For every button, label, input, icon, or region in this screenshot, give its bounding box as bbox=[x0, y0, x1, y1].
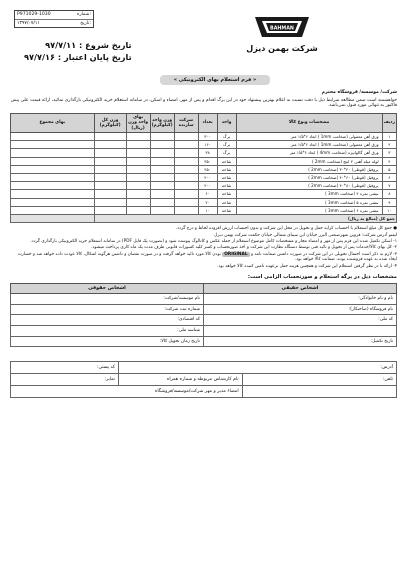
cell-spec: پروفیل (قوطی) ۴۰*۳۰ (ضخامت 2mm ) bbox=[236, 165, 382, 173]
cell-total-weight-input[interactable] bbox=[94, 165, 126, 173]
reference-box bbox=[14, 10, 94, 28]
table-row bbox=[11, 206, 397, 214]
cell-unit-weight-input[interactable] bbox=[150, 133, 174, 141]
cell-qty: ۱۶۰ bbox=[198, 141, 217, 149]
cell-spec: ورق آهن معمولی (ضخامت 1mm ) ابعاد ۶*۱/۵ متر bbox=[236, 133, 382, 141]
end-date: تاریخ پایان اعتبار : ۹۷/۷/۱۶ bbox=[24, 51, 132, 62]
col-spec: مشخصات ونوع کالا bbox=[236, 113, 382, 132]
cell-total-weight-input[interactable] bbox=[94, 174, 126, 182]
real-person-field[interactable]: کد ملی: bbox=[204, 315, 397, 326]
cell-total-price-input[interactable] bbox=[11, 133, 95, 141]
postal-code-field[interactable]: کد پستی: bbox=[11, 362, 119, 374]
cell-total-weight-input[interactable] bbox=[94, 182, 126, 190]
cell-qty: ۲۵۰ bbox=[198, 165, 217, 173]
terms-section bbox=[10, 226, 397, 270]
table-row bbox=[11, 157, 397, 165]
table-row bbox=[11, 304, 397, 315]
table-row bbox=[11, 315, 397, 326]
cell-unit: شاخه bbox=[217, 165, 236, 173]
intro-section bbox=[10, 90, 397, 109]
cell-total-weight-input[interactable] bbox=[94, 157, 126, 165]
cell-total-weight-input[interactable] bbox=[94, 206, 126, 214]
term-4: ۴- ارائه با در نظر گرفتن استعلام این شرکت و همچنین هزینه حمل برعهده تامین کننده کالا خواهد بود. bbox=[217, 263, 397, 269]
cell-total-weight-input[interactable] bbox=[94, 198, 126, 206]
legal-person-field[interactable]: شناسه ملی: bbox=[11, 325, 204, 336]
cell-total-price-input[interactable] bbox=[11, 149, 95, 157]
cell-spec: نبشی نمره ۵ (ضخامت 3mm ) bbox=[236, 198, 382, 206]
col-unit-price: بهای واحد وزن (ریال) bbox=[128, 114, 149, 131]
cell-unit-price-input[interactable] bbox=[126, 157, 150, 165]
cell-unit-weight-input[interactable] bbox=[150, 198, 174, 206]
real-person-field[interactable]: نام فروشگاه (صاحبکار): bbox=[204, 304, 397, 315]
blank-cell bbox=[242, 386, 396, 398]
cell-qty: ۲۰۰ bbox=[198, 174, 217, 182]
term-3 bbox=[10, 252, 397, 264]
cell-unit-weight-input[interactable] bbox=[150, 190, 174, 198]
cell-unit-price-input[interactable] bbox=[126, 198, 150, 206]
contact-table bbox=[10, 361, 397, 398]
intro-recipient: شرکت/ موسسه/ فروشگاه محترم bbox=[321, 90, 397, 95]
cell-qty: ۲۰۰ bbox=[198, 182, 217, 190]
table-row bbox=[11, 141, 397, 149]
table-row bbox=[11, 374, 397, 386]
term-1: ۱- اسکن تکمیل شده این فرم پس از مهر و امضاء مجاز و مشخصات کامل موضوع استعلام از جمله عکس و کاتالوگ پیوست شود و (بصورت یک فایل PDF) در سامانه استعلام خرید الکترونیکی بارگذاری گردد. bbox=[30, 238, 397, 244]
col-total-weight: وزن کل (کیلوگرم) bbox=[94, 113, 126, 132]
cell-qty: ۱۰ bbox=[198, 206, 217, 214]
table-row bbox=[11, 198, 397, 206]
cell-row: ۸ bbox=[382, 190, 396, 198]
validity-dates bbox=[24, 40, 132, 64]
items-total-row bbox=[11, 214, 397, 222]
cell-unit-price-input[interactable] bbox=[126, 182, 150, 190]
legal-person-field[interactable]: نام موسسه/شرکت: bbox=[11, 294, 204, 305]
total-amount-input[interactable] bbox=[11, 214, 95, 222]
cell-maker-input[interactable] bbox=[174, 206, 198, 214]
cell-spec: نبشی نمره ۴ (ضخامت 3mm ) bbox=[236, 190, 382, 198]
parties-table bbox=[10, 283, 397, 347]
cell-row: ۳ bbox=[382, 149, 396, 157]
cell-unit-weight-input[interactable] bbox=[150, 157, 174, 165]
table-row bbox=[11, 174, 397, 182]
cell-maker-input[interactable] bbox=[174, 174, 198, 182]
col-unit-weight: وزن واحد (کیلوگرم) bbox=[150, 113, 174, 132]
cell-total-price-input[interactable] bbox=[11, 206, 95, 214]
legal-person-field[interactable]: شماره ثبت شرکت: bbox=[11, 304, 204, 315]
cell-unit: شاخه bbox=[217, 198, 236, 206]
cell-maker-input[interactable] bbox=[174, 133, 198, 141]
cell-maker-input[interactable] bbox=[174, 190, 198, 198]
company-logo bbox=[217, 12, 347, 54]
required-info-title: مشخصات ذیل در برگه استعلام و صورتحساب الزامی است: bbox=[247, 273, 397, 280]
cell-spec: ورق آهن گالوانیزه (ضخامت 4mm ) ابعاد ۶*۱/۵ متر bbox=[236, 149, 382, 157]
ref-date-row bbox=[15, 19, 93, 28]
ref-number-row bbox=[15, 11, 93, 19]
cell-unit: شاخه bbox=[217, 174, 236, 182]
cell-unit: شاخه bbox=[217, 206, 236, 214]
company-name: شرکت بهمن دیزل bbox=[246, 44, 318, 53]
col-qty: تعداد bbox=[198, 113, 217, 132]
cell-total-weight-input[interactable] bbox=[94, 141, 126, 149]
phone-field[interactable]: تلفن: bbox=[242, 374, 396, 386]
start-date: تاریخ شروع : ۹۷/۷/۱۱ bbox=[45, 40, 132, 50]
cell-total-price-input[interactable] bbox=[11, 182, 95, 190]
cell-spec: نبشی نمره ۶ (ضخامت 3mm ) bbox=[236, 206, 382, 214]
form-title-banner: « فرم استعلام بهای الکترونیکی » bbox=[160, 75, 270, 85]
cell-unit-weight-input[interactable] bbox=[150, 165, 174, 173]
cell-unit-weight-input[interactable] bbox=[150, 206, 174, 214]
cell-qty: ۳۵۰ bbox=[198, 157, 217, 165]
cell-spec: پروفیل (قوطی) ۶۰*۴۰ (ضخامت 2mm ) bbox=[236, 174, 382, 182]
cell-unit-price-input[interactable] bbox=[126, 165, 150, 173]
cell-maker-input[interactable] bbox=[174, 141, 198, 149]
items-table bbox=[10, 113, 397, 223]
cell-spec: لوله مبله آهنی ۲ اینچ (ضخامت 2mm ) bbox=[236, 157, 382, 165]
cell-row: ۱ bbox=[382, 133, 396, 141]
col-total-price: بهای مجموع bbox=[11, 113, 95, 132]
cell-unit-price-input[interactable] bbox=[126, 206, 150, 214]
table-row bbox=[11, 182, 397, 190]
cell-spec: پروفیل (قوطی) ۸۰*۴۰ (ضخامت 2mm ) bbox=[236, 182, 382, 190]
cell-unit-price-input[interactable] bbox=[126, 174, 150, 182]
table-row bbox=[11, 149, 397, 157]
legal-person-field[interactable]: تاریخ زمان تحویل کالا: bbox=[11, 336, 204, 347]
cell-unit-price-input[interactable] bbox=[126, 133, 150, 141]
ref-number-label: شماره: bbox=[76, 12, 91, 17]
form-header bbox=[10, 6, 397, 83]
table-row bbox=[11, 133, 397, 141]
ref-date: ۱۳۹۷/۰۷/۱۱ bbox=[17, 20, 40, 26]
cell-row: ۹ bbox=[382, 198, 396, 206]
cell-qty: ۶۰ bbox=[198, 190, 217, 198]
col-maker: شرکت سازنده bbox=[174, 113, 198, 132]
cell-unit: شاخه bbox=[217, 190, 236, 198]
cell-unit-price-input[interactable] bbox=[126, 190, 150, 198]
cell-qty: ۲۰ bbox=[198, 198, 217, 206]
cell-total-weight-input[interactable] bbox=[94, 149, 126, 157]
cell-unit: شاخه bbox=[217, 157, 236, 165]
term-2: ۲- کل بهای کالا/خدمات پس از تحویل و تائید فنی توسط دستگاه نظارت این شرکت و اخذ صورتحساب و کسر کلیه کسورات قانونی ظرف مدت یک ماه کاری پرداخت میشود. bbox=[91, 245, 397, 251]
col-unit: واحد bbox=[217, 113, 236, 132]
table-row bbox=[11, 336, 397, 347]
table-row bbox=[11, 294, 397, 305]
ref-number: P971029-1030 bbox=[17, 12, 51, 17]
real-person-field[interactable]: نام و نام خانوادگی: bbox=[204, 294, 397, 305]
cell-qty: ۳۸ bbox=[198, 149, 217, 157]
cell-unit-weight-input[interactable] bbox=[150, 141, 174, 149]
cell-maker-input[interactable] bbox=[174, 149, 198, 157]
cell-spec: ورق آهن معمولی (ضخامت 1mm ) ابعاد ۶*۱/۵ متر bbox=[236, 141, 382, 149]
term-delivery: ● جمع کل مبلغ استعلام با احتساب کرایه حمل و تحویل در محل این شرکت و بدون احتساب ارزش افزوده لحاظ و درج گردد. bbox=[175, 226, 397, 232]
table-row bbox=[11, 165, 397, 173]
term-3-end: بودن کالا مورد تائید خواهد گرفت و در صورت نقصان و داشتن هرگونه اشکال، کالا عودت داده خواهد شد و خسارت ایجاد شده به عهده فروشنده بوده، ضمانت کالا خواهد بود. bbox=[17, 251, 397, 263]
cell-row: ۱۰ bbox=[382, 206, 396, 214]
items-table-header bbox=[11, 113, 397, 132]
cell-unit: برگ bbox=[217, 141, 236, 149]
cell-qty: ۳۰۰ bbox=[198, 133, 217, 141]
address-field[interactable]: آدرس: bbox=[119, 362, 397, 374]
table-row bbox=[11, 190, 397, 198]
fax-field[interactable]: نمابر: bbox=[11, 374, 119, 386]
cell-maker-input[interactable] bbox=[174, 165, 198, 173]
cell-total-price-input[interactable] bbox=[11, 190, 95, 198]
cell-total-price-input[interactable] bbox=[11, 165, 95, 173]
bahman-logo-icon bbox=[251, 12, 313, 42]
cell-unit: برگ bbox=[217, 149, 236, 157]
total-label: جمع کل (مبالغ به ریال) bbox=[94, 214, 396, 222]
original-badge: ORIGINAL bbox=[224, 251, 248, 257]
expert-mobile-field[interactable]: نام کارشناس مربوطه و شماره همراه bbox=[119, 374, 243, 386]
real-person-field[interactable]: تاریخ تکمیل: bbox=[204, 336, 397, 347]
cell-maker-input[interactable] bbox=[174, 182, 198, 190]
cell-total-weight-input[interactable] bbox=[94, 133, 126, 141]
real-person-field[interactable] bbox=[204, 325, 397, 336]
cell-row: ۴ bbox=[382, 157, 396, 165]
col-row: ردیف bbox=[382, 113, 396, 132]
cell-total-price-input[interactable] bbox=[11, 198, 95, 206]
term-3-start: ۳- لازم به ذکر است احتمال تحویلی در این شرکت در صورت داشتن ضمانت نامه و bbox=[250, 251, 397, 257]
cell-unit-price-input[interactable] bbox=[126, 149, 150, 157]
cell-maker-input[interactable] bbox=[174, 198, 198, 206]
cell-total-weight-input[interactable] bbox=[94, 190, 126, 198]
cell-unit-weight-input[interactable] bbox=[150, 174, 174, 182]
term-address: لیفتو آدرس شرکت: قزوین شهرصنعتی البرز خیابان ابن سینای شمالی خیابان حکمت شرکت بهمن دیزل bbox=[214, 232, 397, 238]
legal-person-field[interactable]: کد اقتصادی: bbox=[11, 315, 204, 326]
cell-total-price-input[interactable] bbox=[11, 157, 95, 165]
logo-text: BAHMAN bbox=[270, 26, 294, 32]
table-row bbox=[11, 325, 397, 336]
cell-unit: شاخه bbox=[217, 182, 236, 190]
cell-maker-input[interactable] bbox=[174, 157, 198, 165]
signature-stamp-field[interactable]: امضاء مدیر و مهر شرکت/موسسه/فروشگاه bbox=[11, 386, 243, 398]
cell-row: ۷ bbox=[382, 182, 396, 190]
ref-date-label: تاریخ: bbox=[80, 20, 91, 26]
cell-row: ۲ bbox=[382, 141, 396, 149]
cell-total-price-input[interactable] bbox=[11, 141, 95, 149]
cell-row: ۶ bbox=[382, 174, 396, 182]
cell-row: ۵ bbox=[382, 165, 396, 173]
col-legal-persons: اشخاص حقوقی bbox=[11, 284, 204, 294]
table-row bbox=[11, 362, 397, 374]
cell-unit-price-input[interactable] bbox=[126, 141, 150, 149]
cell-unit: برگ bbox=[217, 133, 236, 141]
intro-text: خواهشمند است ضمن مطالعه شرایط ذیل با دقت نسبت به اعلام بهترین پیشنهاد خود در این برگ اقدام و پس از مهر، امضاء و اسکن، در سامانه استعلام خرید الکترونیکی بارگذاری نمائید، ارائه قیمت علی پیش فاکتور به تنهائی مورد قبول نمی‌باشد. bbox=[10, 97, 397, 109]
col-real-persons: اشخاص حقیقی bbox=[204, 284, 397, 294]
cell-total-price-input[interactable] bbox=[11, 174, 95, 182]
cell-unit-weight-input[interactable] bbox=[150, 149, 174, 157]
parties-header bbox=[11, 284, 397, 294]
cell-unit-weight-input[interactable] bbox=[150, 182, 174, 190]
table-row bbox=[11, 386, 397, 398]
